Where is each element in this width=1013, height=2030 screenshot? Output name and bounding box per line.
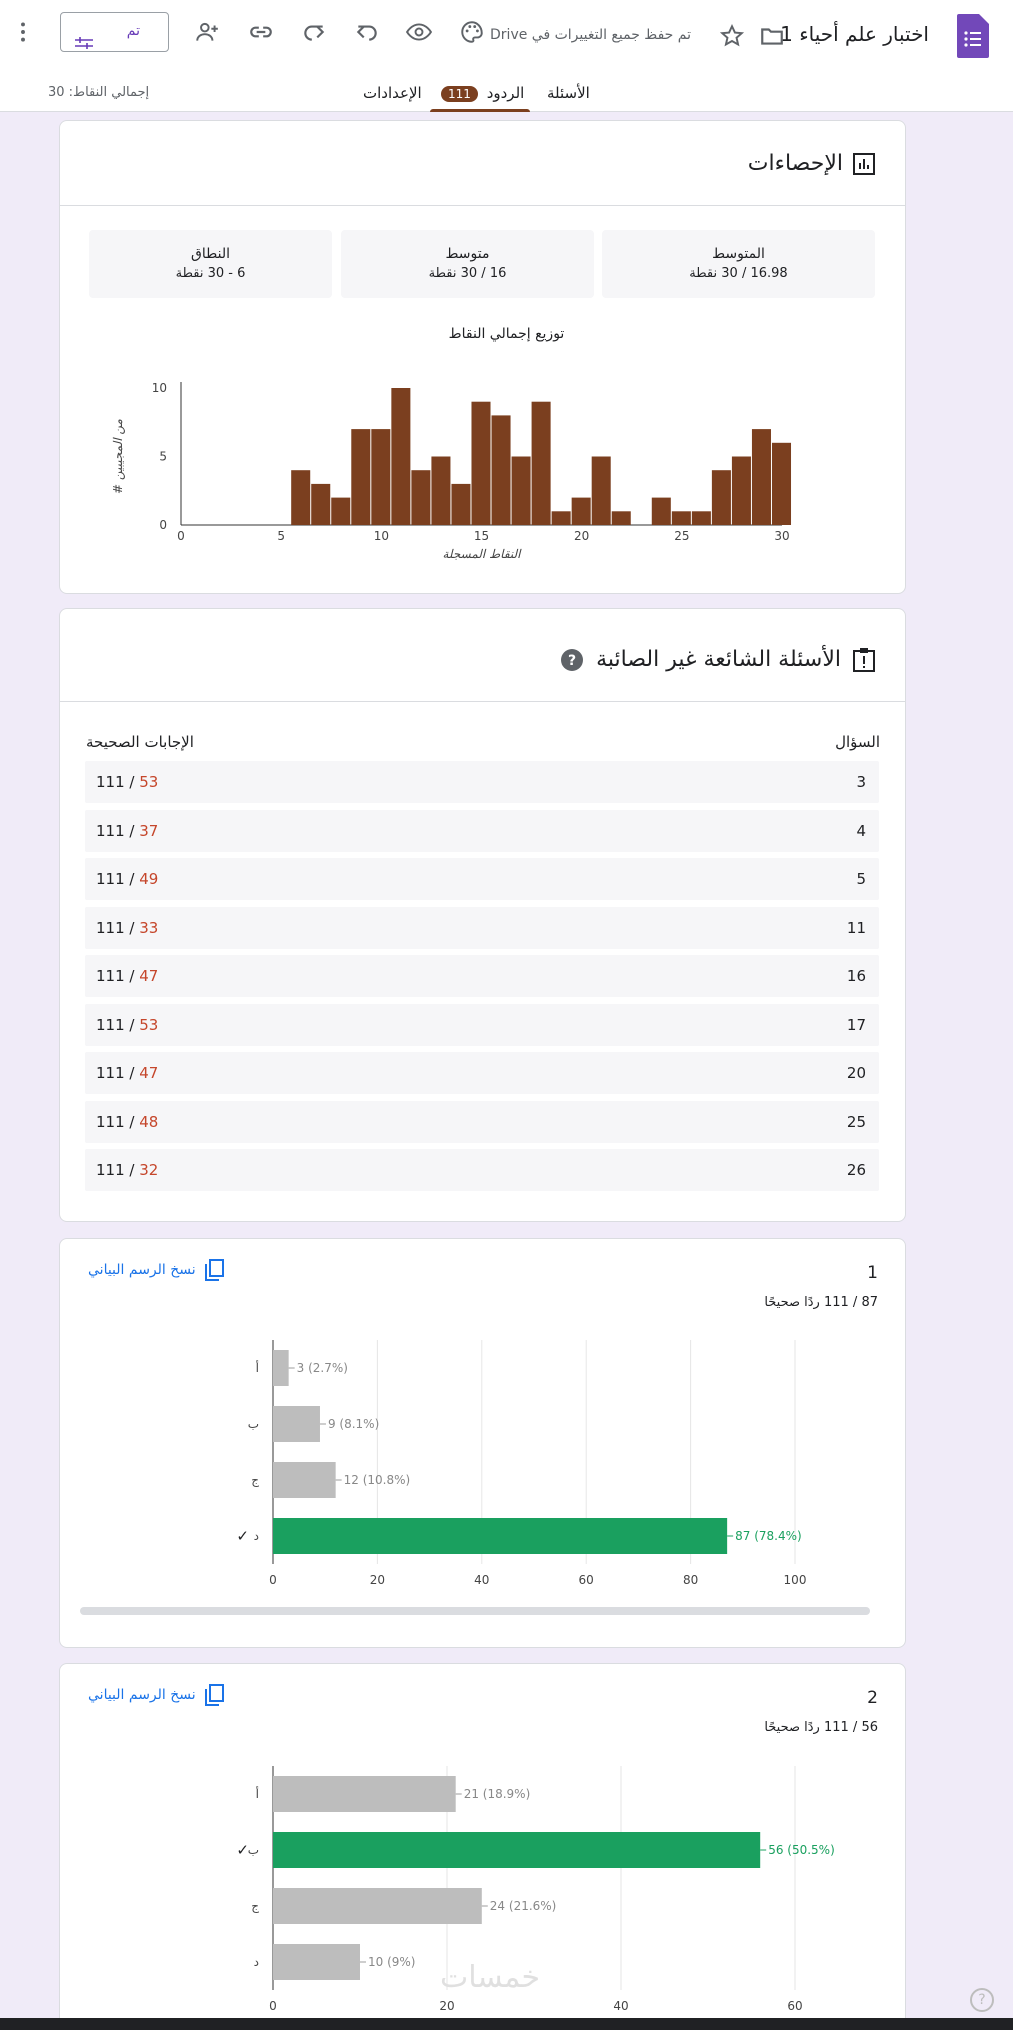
correct-count: 53 xyxy=(139,1015,159,1034)
histogram-bar xyxy=(512,457,531,526)
y-tick-label: 0 xyxy=(159,518,167,532)
correct-answers xyxy=(96,1161,158,1179)
total-responses: 111 / xyxy=(96,967,140,985)
bar-value-label: 10 (9%) xyxy=(368,1955,416,1969)
x-tick-label: 5 xyxy=(277,529,285,543)
star-icon[interactable] xyxy=(715,19,749,53)
histogram-bar xyxy=(572,498,591,525)
category-label: ب xyxy=(247,1843,259,1857)
undo-icon[interactable] xyxy=(350,15,384,49)
top-bar xyxy=(0,0,1013,112)
table-row xyxy=(85,1052,879,1094)
question-number: 4 xyxy=(856,821,866,840)
histogram-bar xyxy=(612,511,631,525)
histogram-bar xyxy=(772,443,791,525)
category-label: د xyxy=(253,1955,259,1969)
histogram-bar xyxy=(371,429,390,525)
question-number: 20 xyxy=(846,1064,866,1082)
histogram-bar xyxy=(732,457,751,526)
active-tab-indicator xyxy=(430,109,530,112)
total-responses: 111 / xyxy=(96,870,140,888)
histogram-bar xyxy=(592,457,611,526)
x-tick-label: 20 xyxy=(574,529,590,543)
col-correct: الإجابات الصحيحة xyxy=(86,733,194,751)
correct-count: 33 xyxy=(139,918,159,937)
bar-value-label: 3 (2.7%) xyxy=(296,1361,348,1375)
histogram-bar xyxy=(411,470,430,525)
answer-bar xyxy=(273,1776,456,1812)
total-responses: 111 / xyxy=(96,1112,140,1131)
answer-bar xyxy=(273,1406,320,1442)
stat-average-label: المتوسط xyxy=(712,246,765,262)
histogram-bar xyxy=(451,484,470,525)
x-tick-label: 30 xyxy=(774,529,790,543)
stat-range-label: النطاق xyxy=(191,246,230,262)
stat-median-value: 16 / 30 نقطة xyxy=(428,266,507,281)
x-tick-label: 25 xyxy=(674,529,690,543)
question-number: 2 xyxy=(867,1688,878,1708)
question-number: 25 xyxy=(846,1112,866,1131)
help-icon[interactable] xyxy=(560,648,584,672)
link-icon[interactable] xyxy=(244,15,278,49)
correct-answers xyxy=(96,773,158,791)
histogram-bar xyxy=(652,498,671,525)
x-tick-label: 40 xyxy=(613,1999,629,2013)
bar-value-label: 24 (21.6%) xyxy=(489,1899,557,1913)
correct-answers xyxy=(96,1064,158,1082)
category-label: أ xyxy=(255,1787,259,1801)
table-row xyxy=(85,955,879,997)
histogram-bar xyxy=(351,429,370,525)
bar-value-label: 9 (8.1%) xyxy=(327,1417,380,1431)
x-tick-label: 20 xyxy=(369,1573,386,1587)
question-summary: 87 / 111 ردًا صحيحًا xyxy=(764,1295,878,1310)
question-number: 17 xyxy=(846,1015,866,1034)
table-row xyxy=(85,810,879,852)
correct-check-icon: ✓ xyxy=(236,1841,249,1859)
histogram-bar xyxy=(391,388,410,525)
category-label: أ xyxy=(255,1361,259,1375)
add-person-icon[interactable] xyxy=(190,15,224,49)
histogram-bar xyxy=(331,498,350,525)
question-summary: 56 / 111 ردًا صحيحًا xyxy=(764,1720,878,1735)
question-1-chart xyxy=(230,1330,850,1590)
folder-icon[interactable] xyxy=(755,19,789,53)
copy-chart-button[interactable] xyxy=(88,1684,224,1706)
histogram-bar xyxy=(552,511,571,525)
stat-average xyxy=(602,230,875,298)
answer-bar xyxy=(273,1832,760,1868)
correct-count: 47 xyxy=(139,1064,159,1082)
answer-bar xyxy=(273,1462,336,1498)
correct-answers xyxy=(96,870,158,888)
total-responses: 111 / xyxy=(96,1015,140,1034)
bar-value-label: 12 (10.8%) xyxy=(343,1473,411,1487)
bar-value-label: 87 (78.4%) xyxy=(735,1529,802,1543)
table-row xyxy=(85,1004,879,1046)
common-missed-title: الأسئلة الشائعة غير الصائبة xyxy=(596,647,841,672)
histogram-bar xyxy=(492,415,511,525)
histogram-bar xyxy=(431,457,450,526)
correct-count: 49 xyxy=(139,870,159,888)
x-tick-label: 0 xyxy=(177,529,185,543)
total-responses: 111 / xyxy=(96,1161,140,1179)
x-tick-label: 40 xyxy=(474,1573,490,1587)
common-missed-title-row xyxy=(560,647,875,672)
divider xyxy=(60,205,905,206)
horizontal-scrollbar[interactable] xyxy=(80,1607,870,1615)
copy-icon xyxy=(204,1684,224,1706)
question-number: 26 xyxy=(846,1161,866,1179)
x-tick-label: 100 xyxy=(783,1573,807,1587)
stat-range-value: 6 - 30 نقطة xyxy=(175,266,246,281)
correct-answers xyxy=(96,919,158,937)
histogram-bar xyxy=(532,402,551,525)
table-row xyxy=(85,858,879,900)
y-tick-label: 10 xyxy=(151,381,167,395)
x-tick-label: 20 xyxy=(439,1999,455,2013)
correct-answers xyxy=(96,822,158,840)
copy-chart-button[interactable] xyxy=(88,1259,224,1281)
tab-responses[interactable] xyxy=(441,84,524,102)
help-button[interactable]: ? xyxy=(970,1988,994,2012)
correct-count: 53 xyxy=(139,773,159,791)
y-axis-label: # من المجيبين xyxy=(111,419,125,494)
col-question: السؤال xyxy=(835,733,880,751)
histogram-bar xyxy=(712,470,731,525)
x-tick-label: 15 xyxy=(473,529,490,543)
histogram-bar xyxy=(311,484,330,525)
category-label: ب xyxy=(247,1417,259,1431)
done-label: تم xyxy=(126,23,140,39)
stats-title-row xyxy=(748,151,875,176)
x-tick-label: 0 xyxy=(269,1573,277,1587)
alert-clipboard-icon xyxy=(853,648,875,672)
redo-icon[interactable] xyxy=(297,15,331,49)
bar-value-label: 21 (18.9%) xyxy=(463,1787,531,1801)
correct-answers xyxy=(96,1113,158,1131)
stat-range xyxy=(89,230,332,298)
histogram-bar xyxy=(291,470,310,525)
total-responses: 111 / xyxy=(96,918,140,937)
x-tick-label: 10 xyxy=(373,529,389,543)
question-number: 16 xyxy=(846,967,866,985)
copy-chart-label: نسخ الرسم البياني xyxy=(88,1262,196,1278)
correct-answers xyxy=(96,967,158,985)
histogram-bar xyxy=(692,511,711,525)
histogram-bar xyxy=(471,402,490,525)
answer-bar xyxy=(273,1944,360,1980)
more-icon[interactable] xyxy=(6,15,40,49)
question-number: 5 xyxy=(856,870,866,888)
document-title[interactable]: اختبار علم أحياء 1 xyxy=(780,22,929,46)
divider xyxy=(60,701,905,702)
correct-check-icon: ✓ xyxy=(236,1527,249,1545)
table-row xyxy=(85,1101,879,1143)
copy-icon xyxy=(204,1259,224,1281)
palette-icon[interactable] xyxy=(455,15,489,49)
correct-count: 48 xyxy=(139,1112,159,1131)
copy-chart-label: نسخ الرسم البياني xyxy=(88,1687,196,1703)
correct-count: 47 xyxy=(139,967,159,985)
save-status: تم حفظ جميع التغييرات في Drive xyxy=(490,27,691,43)
total-responses: 111 / xyxy=(96,1064,140,1082)
stat-median-label: متوسط xyxy=(445,246,490,262)
options-icon xyxy=(75,37,93,49)
x-tick-label: 80 xyxy=(682,1573,699,1587)
total-responses: 111 / xyxy=(96,773,140,791)
x-tick-label: 60 xyxy=(578,1573,594,1587)
answer-bar xyxy=(273,1518,727,1554)
histogram-title: توزيع إجمالي النقاط xyxy=(448,326,565,342)
answer-bar xyxy=(273,1888,482,1924)
tab-questions[interactable]: الأسئلة xyxy=(547,84,590,102)
responses-count-badge: 111 xyxy=(441,86,478,102)
bottom-bar xyxy=(0,2018,1013,2030)
done-button[interactable] xyxy=(60,12,169,52)
stats-title: الإحصاءات xyxy=(747,151,843,176)
tabs-bar xyxy=(0,80,1013,112)
y-tick-label: 5 xyxy=(159,449,167,464)
x-tick-label: 0 xyxy=(269,1999,277,2013)
stat-median xyxy=(341,230,594,298)
question-number: 1 xyxy=(867,1263,878,1283)
correct-count: 32 xyxy=(139,1161,159,1179)
total-points: إجمالي النقاط: 30 xyxy=(48,85,150,100)
chart-icon xyxy=(853,153,875,175)
correct-count: 37 xyxy=(139,821,159,840)
histogram-bar xyxy=(672,511,691,525)
table-row xyxy=(85,761,879,803)
tab-settings[interactable]: الإعدادات xyxy=(363,84,422,102)
x-tick-label: 60 xyxy=(787,1999,803,2013)
tab-responses-label: الردود xyxy=(486,84,525,102)
table-row xyxy=(85,1149,879,1191)
x-axis-label: النقاط المسجلة xyxy=(442,547,521,561)
category-label: ج xyxy=(251,1899,259,1913)
category-label: د xyxy=(253,1529,259,1543)
histogram-bar xyxy=(752,429,771,525)
category-label: ج xyxy=(251,1473,259,1487)
svg-text:?: ? xyxy=(568,652,577,669)
table-row xyxy=(85,907,879,949)
watermark: خمسات xyxy=(440,1960,541,1995)
points-histogram xyxy=(100,370,800,570)
answer-bar xyxy=(273,1350,289,1386)
total-responses: 111 / xyxy=(96,821,140,840)
forms-icon[interactable] xyxy=(957,14,989,58)
question-number: 11 xyxy=(846,918,866,937)
question-number: 3 xyxy=(856,773,866,791)
eye-icon[interactable] xyxy=(402,15,436,49)
correct-answers xyxy=(96,1016,158,1034)
stat-average-value: 16.98 / 30 نقطة xyxy=(689,266,788,281)
bar-value-label: 56 (50.5%) xyxy=(768,1843,835,1857)
